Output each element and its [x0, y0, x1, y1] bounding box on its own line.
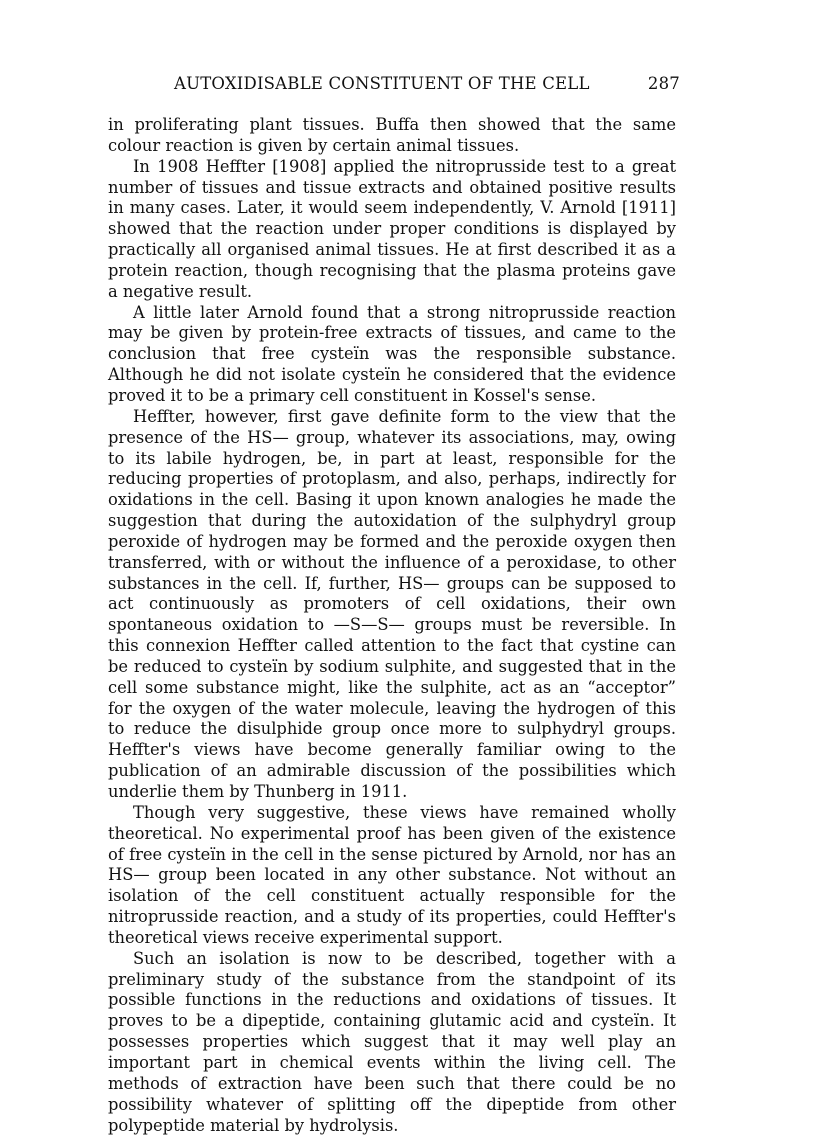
paragraph: In 1908 Heffter [1908] applied the nitroprusside test to a great number of tissues and tissue extracts and obtained positive results in many cases. Later, it would seem independently, V. Arnold [1911] showed that the reaction under proper conditions is displayed by practically all organised animal tissues. He at first described it as a protein reaction, though recognising that the plasma proteins gave a negative result.: [108, 156, 676, 301]
paragraph: Heffter, however, first gave definite form to the view that the presence of the HS— group, whatever its associations, may, owing to its labile hydrogen, be, in part at least, responsible for the reducing properties of protoplasm, and also, perhaps, indirectly for oxidations in the cell. Basing it upon known analogies he made the suggestion that during the autoxidation of the sulphydryl group peroxide of hydrogen may be formed and the peroxide oxygen then transferred, with or without the influence of a peroxidase, to other substances in the cell. If, further, HS— groups can be supposed to act continuously as promoters of cell oxidations, their own spontaneous oxidation to —S—S— groups must be reversible. In this connexion Heffter called attention to the fact that cystine can be reduced to cysteïn by sodium sulphite, and suggested that in the cell some substance might, like the sulphite, act as an “acceptor” for the oxygen of the water molecule, leaving the hydrogen of this to reduce the disulphide group once more to sulphydryl groups. Heffter's views have become generally familiar owing to the publication of an admirable discussion of the possibilities which underlie them by Thunberg in 1911.: [108, 406, 676, 801]
body-text: [108, 115, 676, 1136]
paragraph: Though very suggestive, these views have remained wholly theoretical. No experimental proof has been given of the existence of free cysteïn in the cell in the sense pictured by Arnold, nor has an HS— group been located in any other substance. Not without an isolation of the cell constituent actually responsible for the nitroprusside reaction, and a study of its properties, could Heffter's theoretical views receive experimental support.: [108, 802, 676, 947]
paragraph: Such an isolation is now to be described, together with a preliminary study of the substance from the standpoint of its possible functions in the reductions and oxidations of tissues. It proves to be a dipeptide, containing glutamic acid and cysteïn. It possesses properties which suggest that it may well play an important part in chemical events within the living cell. The methods of extraction have been such that there could be no possibility whatever of splitting off the dipeptide from other polypeptide material by hydrolysis.: [108, 948, 676, 1135]
running-header: [108, 74, 680, 98]
running-title: AUTOXIDISABLE CONSTITUENT OF THE CELL: [174, 74, 590, 93]
paragraph-continuation: in proliferating plant tissues. Buffa then showed that the same colour reaction is given by certain animal tissues.: [108, 115, 676, 155]
page-number: 287: [647, 74, 680, 93]
paragraph: A little later Arnold found that a strong nitroprusside reaction may be given by protein-free extracts of tissues, and came to the conclusion that free cysteïn was the responsible substance. Although he did not isolate cysteïn he considered that the evidence proved it to be a primary cell constituent in Kossel's sense.: [108, 302, 676, 405]
